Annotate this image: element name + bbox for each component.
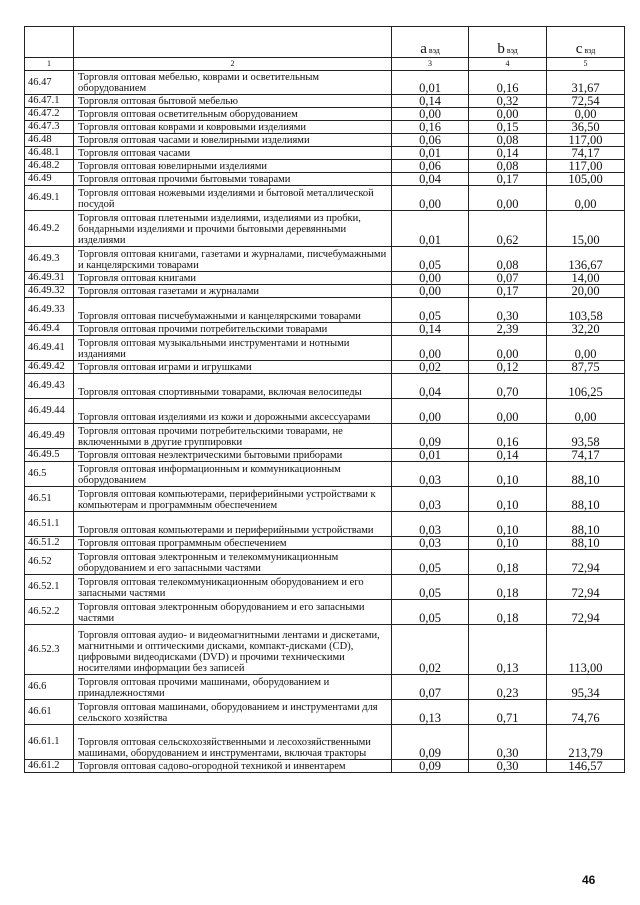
row-value-c: 136,67: [547, 247, 625, 272]
header-code: [25, 27, 74, 58]
row-value-c: 88,10: [547, 537, 625, 550]
table-row: [25, 186, 625, 211]
column-number: 1: [25, 58, 74, 71]
row-value-c: 36,50: [547, 121, 625, 134]
row-value-b: 0,18: [469, 600, 547, 625]
row-value-a: 0,06: [392, 134, 469, 147]
row-code: 46.51.1: [25, 512, 74, 537]
row-code: 46.49: [25, 173, 74, 186]
row-value-a: 0,05: [392, 600, 469, 625]
row-name: Торговля оптовая осветительным оборудованием: [74, 108, 392, 121]
row-name: Торговля оптовая информационным и коммуникационным оборудованием: [74, 462, 392, 487]
row-value-a: 0,03: [392, 537, 469, 550]
row-code: 46.51.2: [25, 537, 74, 550]
row-value-a: 0,05: [392, 550, 469, 575]
row-code: 46.5: [25, 462, 74, 487]
row-code: 46.6: [25, 675, 74, 700]
row-name: Торговля оптовая прочими потребительскими товарами, не включенными в другие группировки: [74, 424, 392, 449]
row-value-b: 0,14: [469, 449, 547, 462]
table-row: [25, 487, 625, 512]
row-value-b: 0,07: [469, 272, 547, 285]
row-value-a: 0,14: [392, 323, 469, 336]
row-value-c: 105,00: [547, 173, 625, 186]
row-name: Торговля оптовая изделиями из кожи и дорожными аксессуарами: [74, 399, 392, 424]
table-row: [25, 550, 625, 575]
row-name: Торговля оптовая бытовой мебелью: [74, 95, 392, 108]
row-value-c: 72,94: [547, 550, 625, 575]
table-row: [25, 700, 625, 725]
row-code: 46.51: [25, 487, 74, 512]
okved-coefficients-table: [24, 26, 625, 773]
page-number: 46: [582, 873, 596, 887]
header-b-subscript: вэд: [506, 46, 518, 55]
row-value-c: 0,00: [547, 336, 625, 361]
header-a: [392, 27, 469, 58]
row-name: Торговля оптовая телекоммуникационным оборудованием и его запасными частями: [74, 575, 392, 600]
row-code: 46.52.1: [25, 575, 74, 600]
table-row: [25, 173, 625, 186]
row-value-c: 95,34: [547, 675, 625, 700]
column-number: 2: [74, 58, 392, 71]
table-row: [25, 462, 625, 487]
row-value-c: 103,58: [547, 298, 625, 323]
row-value-c: 72,94: [547, 575, 625, 600]
header-c-letter: c: [575, 41, 583, 57]
table-row: [25, 160, 625, 173]
row-value-c: 146,57: [547, 760, 625, 773]
row-value-c: 74,17: [547, 147, 625, 160]
row-code: 46.47.2: [25, 108, 74, 121]
row-value-a: 0,00: [392, 186, 469, 211]
row-code: 46.48.2: [25, 160, 74, 173]
row-value-b: 0,10: [469, 462, 547, 487]
row-name: Торговля оптовая коврами и ковровыми изделиями: [74, 121, 392, 134]
table-row: [25, 361, 625, 374]
header-c-subscript: вэд: [584, 46, 596, 55]
row-value-a: 0,05: [392, 298, 469, 323]
row-code: 46.49.4: [25, 323, 74, 336]
row-name: Торговля оптовая электронным и телекоммуникационным оборудованием и его запасными частями: [74, 550, 392, 575]
row-value-b: 0,18: [469, 575, 547, 600]
column-number: 4: [469, 58, 547, 71]
row-value-b: 0,08: [469, 160, 547, 173]
row-name: Торговля оптовая писчебумажными и канцелярскими товарами: [74, 298, 392, 323]
row-code: 46.52: [25, 550, 74, 575]
row-value-b: 0,00: [469, 186, 547, 211]
row-code: 46.49.33: [25, 298, 74, 323]
row-code: 46.49.2: [25, 211, 74, 247]
row-name: Торговля оптовая книгами: [74, 272, 392, 285]
row-value-a: 0,03: [392, 487, 469, 512]
header-a-letter: a: [420, 41, 427, 57]
table-row: [25, 336, 625, 361]
row-value-a: 0,09: [392, 424, 469, 449]
row-name: Торговля оптовая компьютерами, периферийными устройствами к компьютерам и программным обеспечением: [74, 487, 392, 512]
row-value-b: 0,00: [469, 336, 547, 361]
row-value-a: 0,09: [392, 725, 469, 760]
row-code: 46.49.5: [25, 449, 74, 462]
row-code: 46.48.1: [25, 147, 74, 160]
row-value-b: 0,71: [469, 700, 547, 725]
row-value-c: 72,94: [547, 600, 625, 625]
row-value-b: 0,18: [469, 550, 547, 575]
row-value-b: 0,32: [469, 95, 547, 108]
column-number: 5: [547, 58, 625, 71]
row-value-b: 0,30: [469, 760, 547, 773]
table-row: [25, 298, 625, 323]
row-name: Торговля оптовая программным обеспечением: [74, 537, 392, 550]
table-row: [25, 247, 625, 272]
table-row: [25, 424, 625, 449]
table-row: [25, 760, 625, 773]
row-name: Торговля оптовая ювелирными изделиями: [74, 160, 392, 173]
table-row: [25, 147, 625, 160]
row-value-a: 0,00: [392, 285, 469, 298]
row-name: Торговля оптовая садово-огородной техникой и инвентарем: [74, 760, 392, 773]
header-name: [74, 27, 392, 58]
row-code: 46.52.2: [25, 600, 74, 625]
row-value-b: 0,17: [469, 173, 547, 186]
row-value-b: 0,17: [469, 285, 547, 298]
row-code: 46.61.2: [25, 760, 74, 773]
row-value-c: 31,67: [547, 71, 625, 95]
table-row: [25, 600, 625, 625]
column-number: 3: [392, 58, 469, 71]
row-name: Торговля оптовая музыкальными инструментами и нотными изданиями: [74, 336, 392, 361]
row-code: 46.49.42: [25, 361, 74, 374]
table-row: [25, 575, 625, 600]
row-code: 46.49.43: [25, 374, 74, 399]
row-name: Торговля оптовая мебелью, коврами и осветительным оборудованием: [74, 71, 392, 95]
row-value-b: 0,10: [469, 512, 547, 537]
row-value-b: 0,16: [469, 424, 547, 449]
table-row: [25, 323, 625, 336]
row-value-b: 0,08: [469, 247, 547, 272]
row-name: Торговля оптовая часами и ювелирными изделиями: [74, 134, 392, 147]
table-row: [25, 374, 625, 399]
header-b-letter: b: [497, 41, 505, 57]
row-name: Торговля оптовая играми и игрушками: [74, 361, 392, 374]
row-value-a: 0,16: [392, 121, 469, 134]
row-code: 46.49.3: [25, 247, 74, 272]
row-value-a: 0,00: [392, 108, 469, 121]
row-value-c: 0,00: [547, 186, 625, 211]
row-value-b: 0,00: [469, 399, 547, 424]
row-value-b: 0,14: [469, 147, 547, 160]
row-name: Торговля оптовая спортивными товарами, включая велосипеды: [74, 374, 392, 399]
row-value-a: 0,03: [392, 512, 469, 537]
row-value-b: 0,30: [469, 298, 547, 323]
row-name: Торговля оптовая плетеными изделиями, изделиями из пробки, бондарными изделиями и прочими бытовыми деревянными изделиями: [74, 211, 392, 247]
table-row: [25, 512, 625, 537]
table-row: [25, 675, 625, 700]
row-code: 46.47.1: [25, 95, 74, 108]
row-code: 46.61: [25, 700, 74, 725]
table-row: [25, 725, 625, 760]
row-value-a: 0,03: [392, 462, 469, 487]
row-value-c: 74,76: [547, 700, 625, 725]
row-value-c: 0,00: [547, 399, 625, 424]
row-value-b: 0,00: [469, 108, 547, 121]
row-value-c: 88,10: [547, 462, 625, 487]
row-value-b: 0,12: [469, 361, 547, 374]
row-code: 46.47: [25, 71, 74, 95]
row-name: Торговля оптовая прочими машинами, оборудованием и принадлежностями: [74, 675, 392, 700]
row-value-c: 117,00: [547, 160, 625, 173]
row-value-a: 0,01: [392, 147, 469, 160]
table-row: [25, 449, 625, 462]
row-name: Торговля оптовая прочими бытовыми товарами: [74, 173, 392, 186]
row-value-c: 113,00: [547, 625, 625, 675]
row-value-b: 0,15: [469, 121, 547, 134]
table-row: [25, 272, 625, 285]
row-value-a: 0,09: [392, 760, 469, 773]
column-number-row: [25, 58, 625, 71]
row-value-a: 0,06: [392, 160, 469, 173]
row-code: 46.49.32: [25, 285, 74, 298]
row-value-a: 0,05: [392, 575, 469, 600]
header-b: [469, 27, 547, 58]
row-name: Торговля оптовая книгами, газетами и журналами, писчебумажными и канцелярскими товарами: [74, 247, 392, 272]
row-value-b: 0,10: [469, 537, 547, 550]
row-code: 46.49.49: [25, 424, 74, 449]
row-value-c: 72,54: [547, 95, 625, 108]
row-value-a: 0,00: [392, 272, 469, 285]
row-value-a: 0,01: [392, 211, 469, 247]
row-value-c: 117,00: [547, 134, 625, 147]
row-value-c: 213,79: [547, 725, 625, 760]
row-code: 46.49.31: [25, 272, 74, 285]
header-a-subscript: вэд: [428, 46, 440, 55]
table-row: [25, 285, 625, 298]
row-name: Торговля оптовая часами: [74, 147, 392, 160]
row-name: Торговля оптовая прочими потребительскими товарами: [74, 323, 392, 336]
row-value-b: 0,30: [469, 725, 547, 760]
header-row: [25, 27, 625, 58]
row-name: Торговля оптовая машинами, оборудованием и инструментами для сельского хозяйства: [74, 700, 392, 725]
row-value-a: 0,04: [392, 173, 469, 186]
row-value-b: 0,10: [469, 487, 547, 512]
row-name: Торговля оптовая неэлектрическими бытовыми приборами: [74, 449, 392, 462]
row-value-a: 0,07: [392, 675, 469, 700]
row-value-c: 15,00: [547, 211, 625, 247]
row-value-b: 0,08: [469, 134, 547, 147]
row-name: Торговля оптовая сельскохозяйственными и лесохозяйственными машинами, оборудованием и инструментами, включая тракторы: [74, 725, 392, 760]
table-row: [25, 134, 625, 147]
table-row: [25, 399, 625, 424]
row-value-c: 20,00: [547, 285, 625, 298]
row-value-c: 32,20: [547, 323, 625, 336]
row-name: Торговля оптовая ножевыми изделиями и бытовой металлической посудой: [74, 186, 392, 211]
row-name: Торговля оптовая аудио- и видеомагнитными лентами и дискетами, магнитными и оптическими дисками, компакт-дисками (CD), цифровыми видеодисками (DVD) и прочими техническими носителями информации без записей: [74, 625, 392, 675]
row-code: 46.49.44: [25, 399, 74, 424]
row-name: Торговля оптовая электронным оборудованием и его запасными частями: [74, 600, 392, 625]
row-value-c: 14,00: [547, 272, 625, 285]
row-value-b: 0,70: [469, 374, 547, 399]
row-value-a: 0,05: [392, 247, 469, 272]
row-value-a: 0,14: [392, 95, 469, 108]
row-name: Торговля оптовая компьютерами и периферийными устройствами: [74, 512, 392, 537]
row-value-b: 2,39: [469, 323, 547, 336]
table-row: [25, 108, 625, 121]
row-value-a: 0,02: [392, 361, 469, 374]
row-value-c: 106,25: [547, 374, 625, 399]
row-value-c: 0,00: [547, 108, 625, 121]
table-row: [25, 625, 625, 675]
row-value-b: 0,13: [469, 625, 547, 675]
row-code: 46.49.1: [25, 186, 74, 211]
row-value-c: 88,10: [547, 512, 625, 537]
row-value-a: 0,00: [392, 399, 469, 424]
row-value-a: 0,13: [392, 700, 469, 725]
row-code: 46.61.1: [25, 725, 74, 760]
row-value-c: 88,10: [547, 487, 625, 512]
row-value-a: 0,01: [392, 71, 469, 95]
row-value-b: 0,23: [469, 675, 547, 700]
row-code: 46.49.41: [25, 336, 74, 361]
row-value-c: 93,58: [547, 424, 625, 449]
row-value-b: 0,16: [469, 71, 547, 95]
table-row: [25, 121, 625, 134]
row-name: Торговля оптовая газетами и журналами: [74, 285, 392, 298]
header-c: [547, 27, 625, 58]
table-row: [25, 71, 625, 95]
row-code: 46.52.3: [25, 625, 74, 675]
row-value-a: 0,00: [392, 336, 469, 361]
row-value-a: 0,02: [392, 625, 469, 675]
table-row: [25, 95, 625, 108]
row-code: 46.47.3: [25, 121, 74, 134]
table-row: [25, 537, 625, 550]
row-value-b: 0,62: [469, 211, 547, 247]
row-value-a: 0,01: [392, 449, 469, 462]
row-value-c: 74,17: [547, 449, 625, 462]
table-body: [25, 71, 625, 773]
row-code: 46.48: [25, 134, 74, 147]
row-value-a: 0,04: [392, 374, 469, 399]
row-value-c: 87,75: [547, 361, 625, 374]
table-row: [25, 211, 625, 247]
